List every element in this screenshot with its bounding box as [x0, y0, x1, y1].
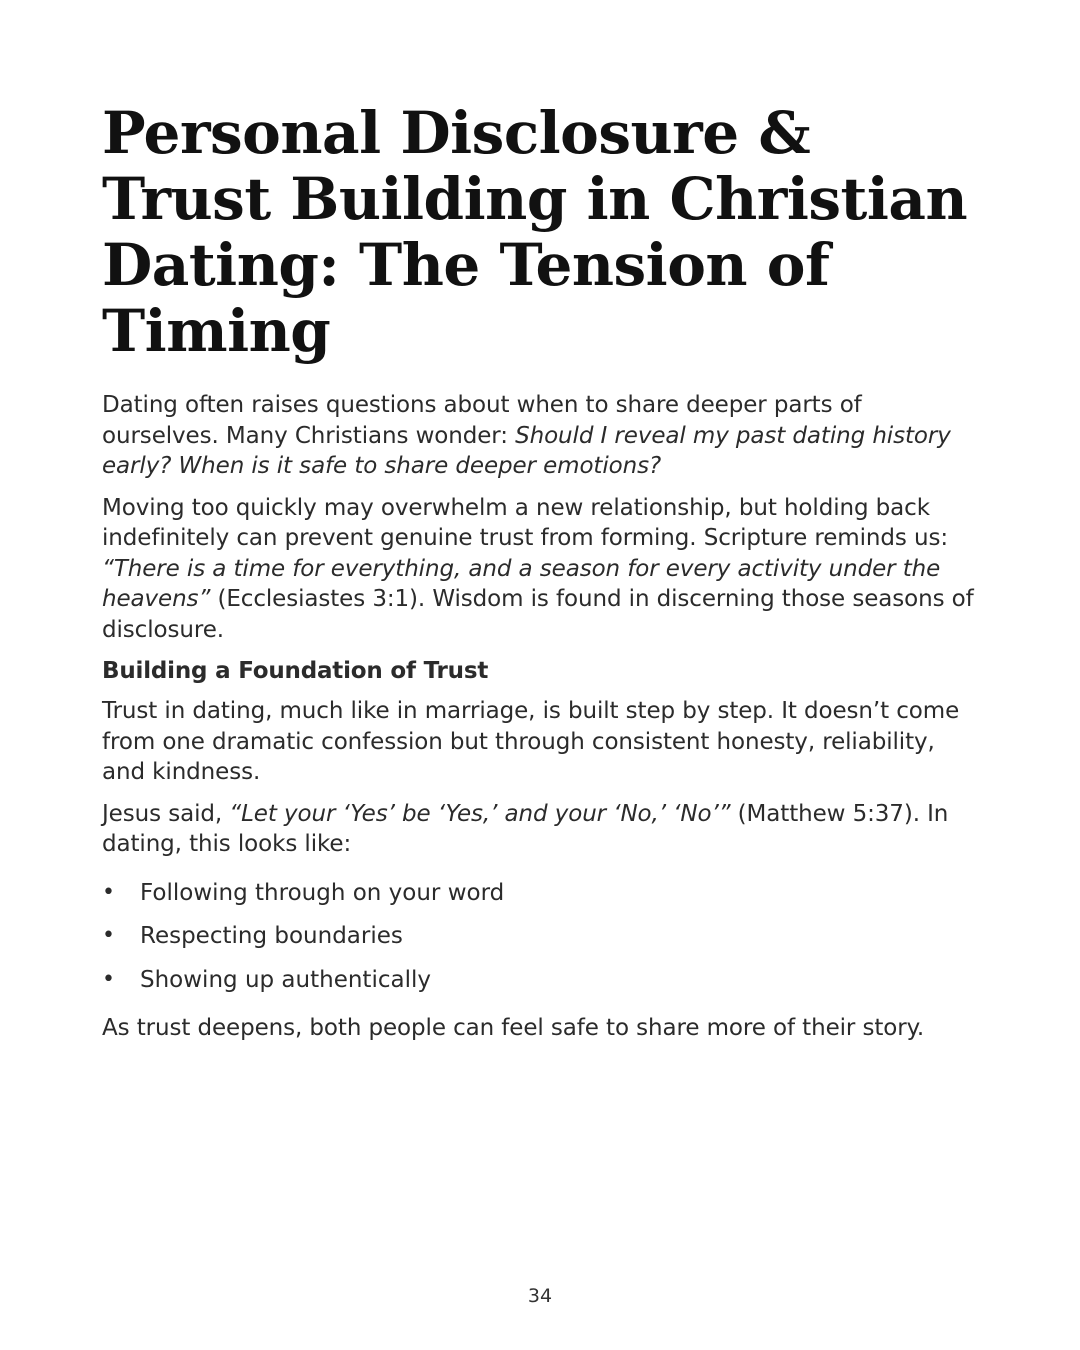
list-item [102, 965, 982, 995]
trust-list [102, 878, 982, 995]
list-item-text: Respecting boundaries [140, 923, 403, 949]
list-item-text: Following through on your word [140, 879, 505, 906]
jesus-text-after: (Matthew 5:37). In dating, this looks like: [102, 800, 949, 857]
timing-paragraph [102, 493, 982, 646]
list-item [102, 878, 982, 908]
timing-text-after: (Ecclesiastes 3:1). Wisdom is found in discerning those seasons of disclosure. [102, 586, 974, 643]
bullet-icon: • [102, 879, 115, 905]
section-heading: Building a Foundation of Trust [102, 658, 489, 684]
page-title: Personal Disclosure & Trust Building in Christian Dating: The Tension of Timing [102, 99, 968, 365]
bullet-icon: • [102, 923, 115, 948]
intro-text: Dating often raises questions about when to share deeper parts of ourselves. Many Christians wonder: [102, 392, 862, 449]
list-item [102, 921, 982, 951]
list-item-text: Showing up authentically [140, 966, 431, 993]
intro-paragraph [102, 390, 982, 482]
intro-italic-questions: Should I reveal my past dating history early? When is it safe to share deeper emotions? [102, 422, 951, 479]
page-number: 34 [527, 1285, 553, 1307]
bullet-icon: • [102, 966, 115, 992]
trust-paragraph: Trust in dating, much like in marriage, is built step by step. It doesn’t come from one dramatic confession but through consistent honesty, reliability, and kindness. [102, 698, 960, 785]
jesus-paragraph [102, 799, 982, 860]
matthew-quote: “Let your ‘Yes’ be ‘Yes,’ and your ‘No,’ ‘No’” [229, 800, 731, 827]
document-page [102, 100, 982, 1054]
closing-paragraph: As trust deepens, both people can feel safe to share more of their story. [102, 1014, 925, 1041]
ecclesiastes-quote: “There is a time for everything, and a season for every activity under the heavens” [102, 555, 941, 612]
timing-text-before: Moving too quickly may overwhelm a new relationship, but holding back indefinitely can prevent genuine trust from forming. Scripture reminds us: [102, 494, 948, 551]
jesus-text-before: Jesus said, [102, 800, 230, 827]
